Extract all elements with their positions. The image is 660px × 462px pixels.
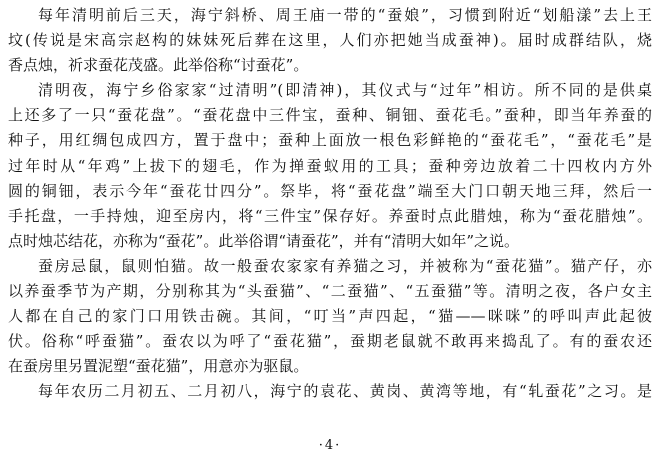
paragraph-ya-canhua: [8, 379, 652, 404]
paragraph-hu-canmao: [8, 254, 652, 379]
text-line: 以养蚕季节为产期，分别称其为“头蚕猫”、“二蚕猫”、“五蚕猫”等。清明之夜，各户女主: [8, 282, 652, 301]
text-line: 每年农历二月初五、二月初八，海宁的袁花、黄岗、黄湾等地，有“轧蚕花”之习。是: [38, 382, 652, 401]
text-line: 伏。俗称“呼蚕猫”。蚕农以为呼了“蚕花猫”，蚕期老鼠就不敢再来捣乱了。有的蚕农还: [8, 332, 652, 351]
text-line: 坟(传说是宋高宗赵构的妹妹死后葬在这里，人们亦把她当成蚕神)。届时成群结队，烧: [8, 31, 652, 50]
text-line: 蚕房忌鼠，鼠则怕猫。故一般蚕农家家有养猫之习，并被称为“蚕花猫”。猫产仔，亦: [38, 256, 652, 275]
text-line: 圆的铜钿，表示今年“蚕花廿四分”。祭毕，将“蚕花盘”端至大门口朝天地三拜，然后一: [8, 181, 652, 200]
page-number: ·4·: [318, 438, 342, 453]
paragraph-tao-canhua: [8, 3, 652, 78]
text-line: 过年时从“年鸡”上拔下的翅毛，作为掸蚕蚁用的工具；蚕种旁边放着二十四枚内方外: [8, 156, 652, 175]
text-line: 人都在自己的家门口用铁击碗。其间，“叮当”声四起，“猫——咪咪”的呼叫声此起彼: [8, 307, 652, 326]
text-line: 手托盘，一手持烛，迎至房内，将“三件宝”保存好。养蚕时点此腊烛，称为“蚕花腊烛”。: [8, 206, 652, 225]
text-line: 清明夜，海宁乡俗家家“过清明”(即清神)，其仪式与“过年”相访。所不同的是供桌: [38, 81, 652, 100]
paragraph-qing-canhua: [8, 78, 652, 254]
text-line: 种子，用红绸包成四方，置于盘中；蚕种上面放一根色彩鲜艳的“蚕花毛”，“蚕花毛”是: [8, 131, 652, 150]
text-line: 点时烛芯结花，亦称为“蚕花”。此举俗谓“请蚕花”，并有“清明大如年”之说。: [8, 231, 520, 250]
text-line: 在蚕房里另置泥塑“蚕花猫”，用意亦为驱鼠。: [8, 357, 309, 376]
text-line: 香点烛，祈求蚕花茂盛。此举俗称“讨蚕花”。: [8, 56, 309, 75]
text-line: 每年清明前后三天，海宁斜桥、周王庙一带的“蚕娘”，习惯到附近“划船漾”去上王: [38, 6, 652, 24]
text-line: 上还多了一只“蚕花盘”。“蚕花盘中三件宝，蚕种、铜钿、蚕花毛。”蚕种，即当年养蚕的: [8, 106, 652, 125]
